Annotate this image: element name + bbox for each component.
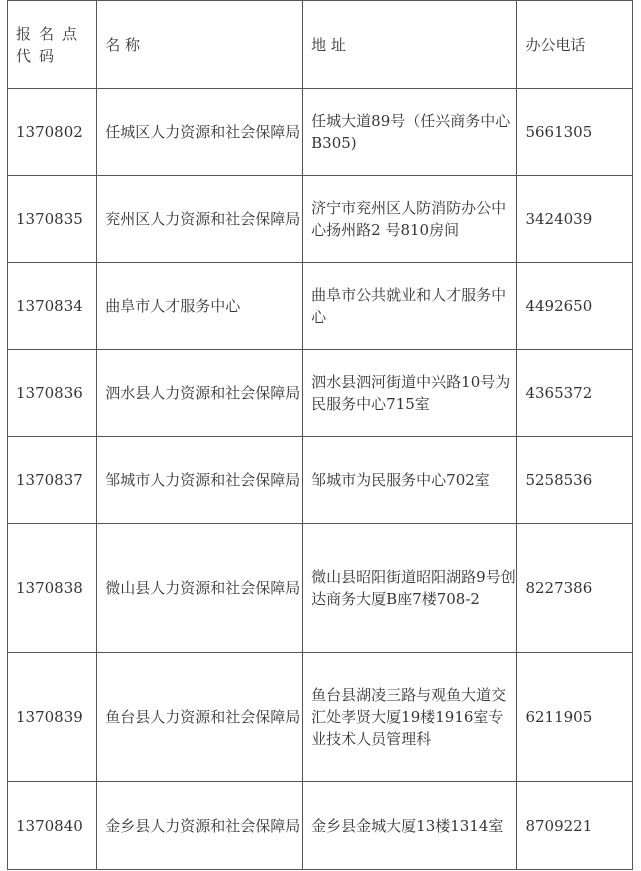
row-address: 任城大道89号（任兴商务中心B305) (303, 89, 517, 176)
table-row (8, 176, 633, 263)
header-name: 名 称 (97, 1, 303, 89)
header-phone: 办公电话 (517, 1, 633, 89)
row-phone: 8709221 (517, 782, 633, 870)
table-row (8, 782, 633, 870)
row-name: 任城区人力资源和社会保障局 (97, 89, 303, 176)
office-directory-table (7, 0, 633, 870)
row-phone: 5258536 (517, 437, 633, 524)
row-phone: 8227386 (517, 524, 633, 653)
row-name: 泗水县人力资源和社会保障局 (97, 350, 303, 437)
row-code: 1370839 (8, 653, 97, 782)
header-code: 报名点代码 (8, 1, 97, 89)
row-code: 1370840 (8, 782, 97, 870)
row-code: 1370838 (8, 524, 97, 653)
row-name: 兖州区人力资源和社会保障局 (97, 176, 303, 263)
row-name: 微山县人力资源和社会保障局 (97, 524, 303, 653)
row-address: 泗水县泗河街道中兴路10号为民服务中心715室 (303, 350, 517, 437)
row-phone: 3424039 (517, 176, 633, 263)
header-row (8, 1, 633, 89)
header-address: 地 址 (303, 1, 517, 89)
table-row (8, 437, 633, 524)
row-code: 1370836 (8, 350, 97, 437)
table-row (8, 89, 633, 176)
row-address: 邹城市为民服务中心702室 (303, 437, 517, 524)
row-code: 1370834 (8, 263, 97, 350)
row-address: 鱼台县湖凌三路与观鱼大道交汇处孝贤大厦19楼1916室专业技术人员管理科 (303, 653, 517, 782)
row-address: 曲阜市公共就业和人才服务中心 (303, 263, 517, 350)
row-address: 金乡县金城大厦13楼1314室 (303, 782, 517, 870)
table-row (8, 263, 633, 350)
row-code: 1370835 (8, 176, 97, 263)
row-address: 济宁市兖州区人防消防办公中心扬州路2 号810房间 (303, 176, 517, 263)
row-code: 1370802 (8, 89, 97, 176)
row-name: 金乡县人力资源和社会保障局 (97, 782, 303, 870)
table-row (8, 350, 633, 437)
table-row (8, 653, 633, 782)
row-name: 邹城市人力资源和社会保障局 (97, 437, 303, 524)
row-phone: 4365372 (517, 350, 633, 437)
row-name: 鱼台县人力资源和社会保障局 (97, 653, 303, 782)
row-phone: 5661305 (517, 89, 633, 176)
row-phone: 6211905 (517, 653, 633, 782)
row-phone: 4492650 (517, 263, 633, 350)
table-row (8, 524, 633, 653)
row-address: 微山县昭阳街道昭阳湖路9号创达商务大厦B座7楼708-2 (303, 524, 517, 653)
row-code: 1370837 (8, 437, 97, 524)
row-name: 曲阜市人才服务中心 (97, 263, 303, 350)
